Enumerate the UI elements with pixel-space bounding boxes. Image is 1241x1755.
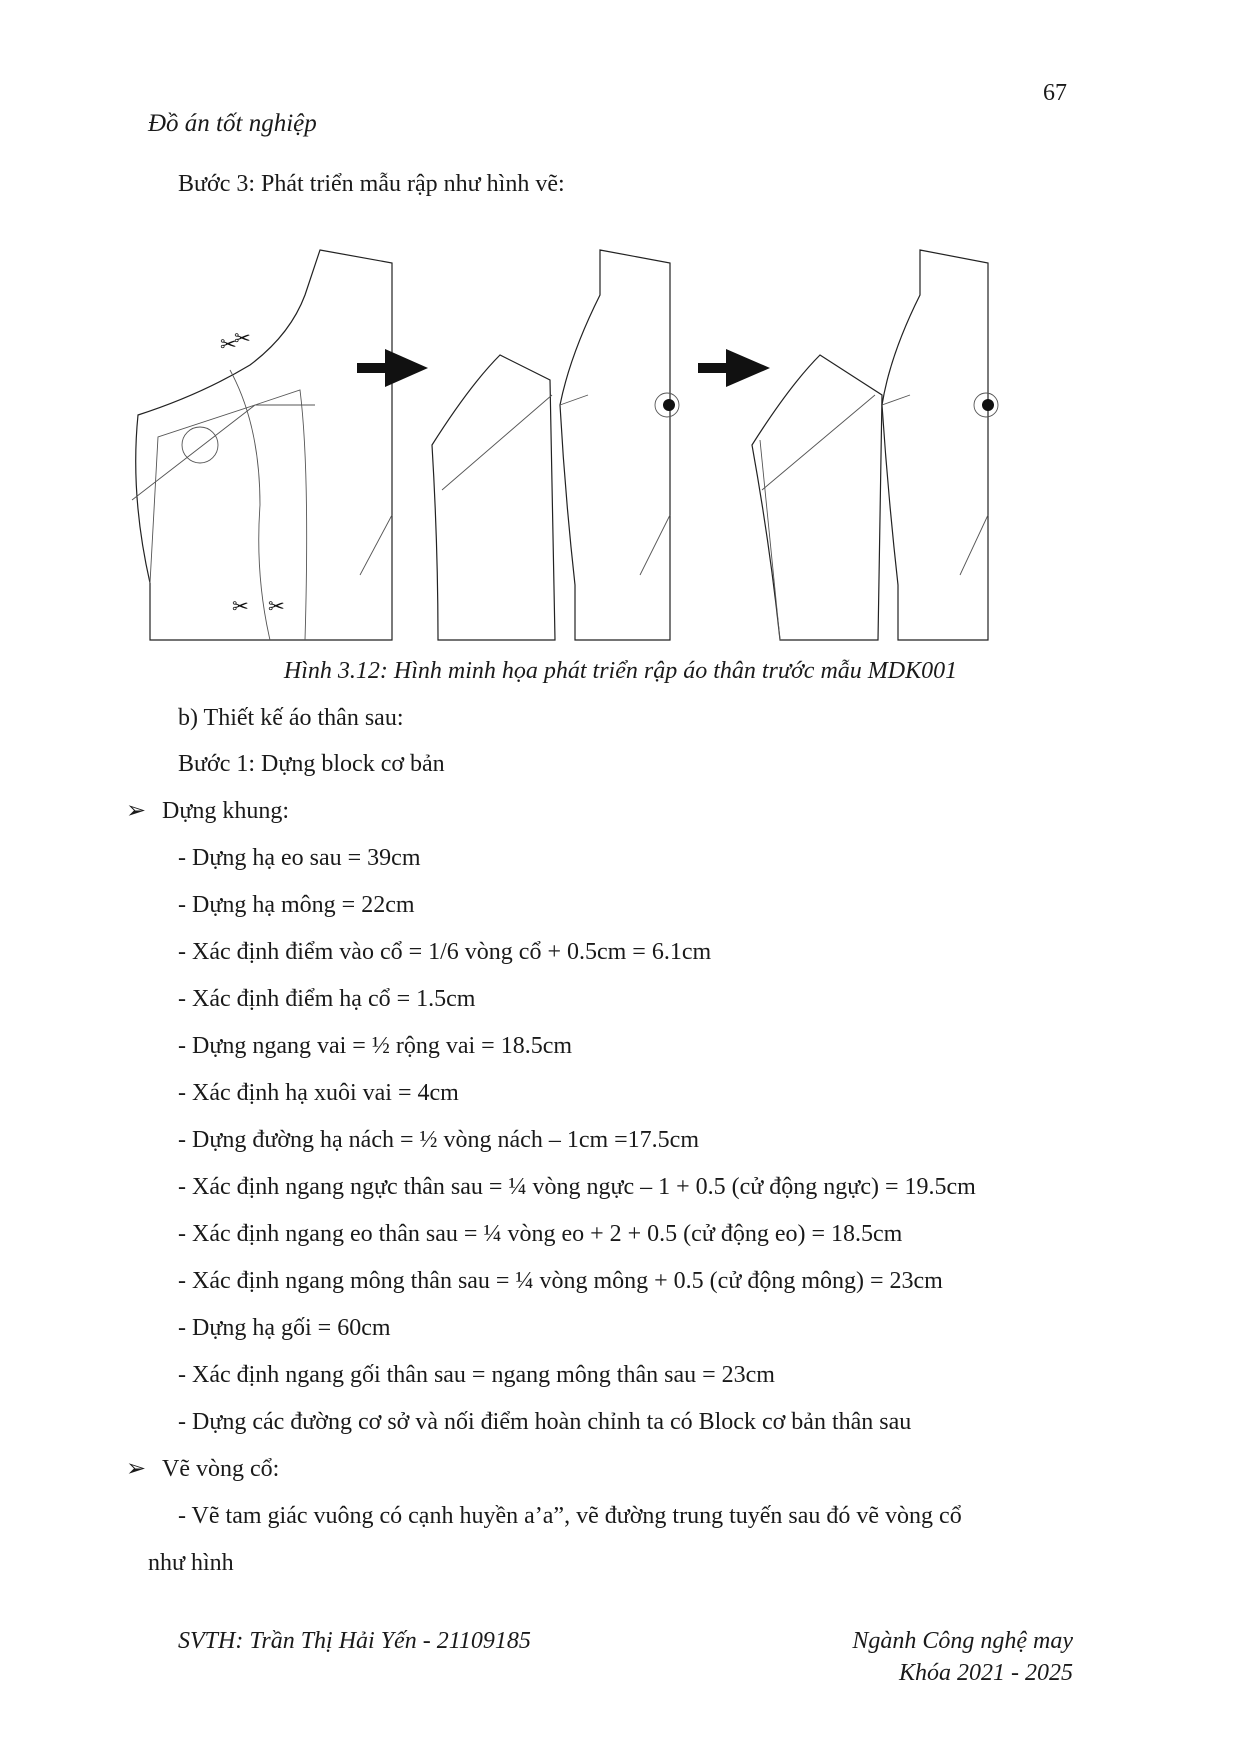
svg-text:✂: ✂ — [268, 596, 285, 618]
button-icon — [655, 393, 679, 417]
scissors-icon — [220, 328, 285, 618]
arrow-right-icon — [698, 349, 770, 387]
pattern-figure — [120, 245, 1120, 645]
step1-heading: Bước 1: Dựng block cơ bản — [178, 751, 445, 777]
neck-line-2: như hình — [148, 1550, 234, 1576]
bullet-frame-label: Dựng khung: — [162, 798, 290, 824]
pattern-panel-2 — [432, 250, 679, 640]
footer-major: Ngành Công nghệ may — [852, 1628, 1073, 1654]
document-title: Đồ án tốt nghiệp — [148, 110, 317, 137]
button-icon — [974, 393, 998, 417]
list-item: - Dựng hạ mông = 22cm — [178, 892, 415, 918]
page-number: 67 — [1043, 80, 1067, 106]
svg-text:✂: ✂ — [234, 328, 251, 350]
bullet-neck — [126, 1457, 279, 1481]
bullet-neck-label: Vẽ vòng cổ: — [162, 1456, 280, 1482]
step3-heading: Bước 3: Phát triển mẫu rập như hình vẽ: — [178, 171, 565, 197]
arrow-bullet-icon: ➢ — [126, 1456, 147, 1482]
pattern-panel-3 — [752, 250, 998, 640]
footer-course: Khóa 2021 - 2025 — [899, 1660, 1073, 1686]
list-item: - Xác định điểm vào cổ = 1/6 vòng cổ + 0.5cm = 6.1cm — [178, 939, 712, 965]
list-item: - Xác định ngang eo thân sau = ¼ vòng eo + 2 + 0.5 (cử động eo) = 18.5cm — [178, 1221, 903, 1247]
bullet-frame — [126, 799, 289, 823]
svg-text:✂: ✂ — [232, 596, 249, 618]
list-item: - Xác định hạ xuôi vai = 4cm — [178, 1080, 459, 1106]
pattern-panel-1 — [132, 250, 392, 640]
figure-caption: Hình 3.12: Hình minh họa phát triển rập áo thân trước mẫu MDK001 — [283, 658, 958, 684]
section-b-heading: b) Thiết kế áo thân sau: — [178, 705, 404, 731]
arrow-right-icon — [357, 349, 428, 387]
list-item: - Xác định ngang mông thân sau = ¼ vòng mông + 0.5 (cử động mông) = 23cm — [178, 1268, 943, 1294]
list-item: - Xác định ngang gối thân sau = ngang mông thân sau = 23cm — [178, 1362, 775, 1388]
list-item: - Dựng hạ eo sau = 39cm — [178, 845, 421, 871]
list-item: - Xác định điểm hạ cổ = 1.5cm — [178, 986, 476, 1012]
list-item: - Dựng ngang vai = ½ rộng vai = 18.5cm — [178, 1033, 573, 1059]
neck-line-1: - Vẽ tam giác vuông có cạnh huyền a’a”, vẽ đường trung tuyến sau đó vẽ vòng cổ — [178, 1503, 962, 1529]
list-item: - Dựng đường hạ nách = ½ vòng nách – 1cm =17.5cm — [178, 1127, 700, 1153]
footer-student: SVTH: Trần Thị Hải Yến - 21109185 — [178, 1628, 531, 1654]
list-item: - Dựng hạ gối = 60cm — [178, 1315, 391, 1341]
list-item: - Xác định ngang ngực thân sau = ¼ vòng ngực – 1 + 0.5 (cử động ngực) = 19.5cm — [178, 1174, 976, 1200]
list-item: - Dựng các đường cơ sở và nối điểm hoàn chỉnh ta có Block cơ bản thân sau — [178, 1409, 912, 1435]
svg-text:✂: ✂ — [220, 334, 237, 356]
arrow-bullet-icon: ➢ — [126, 798, 147, 824]
